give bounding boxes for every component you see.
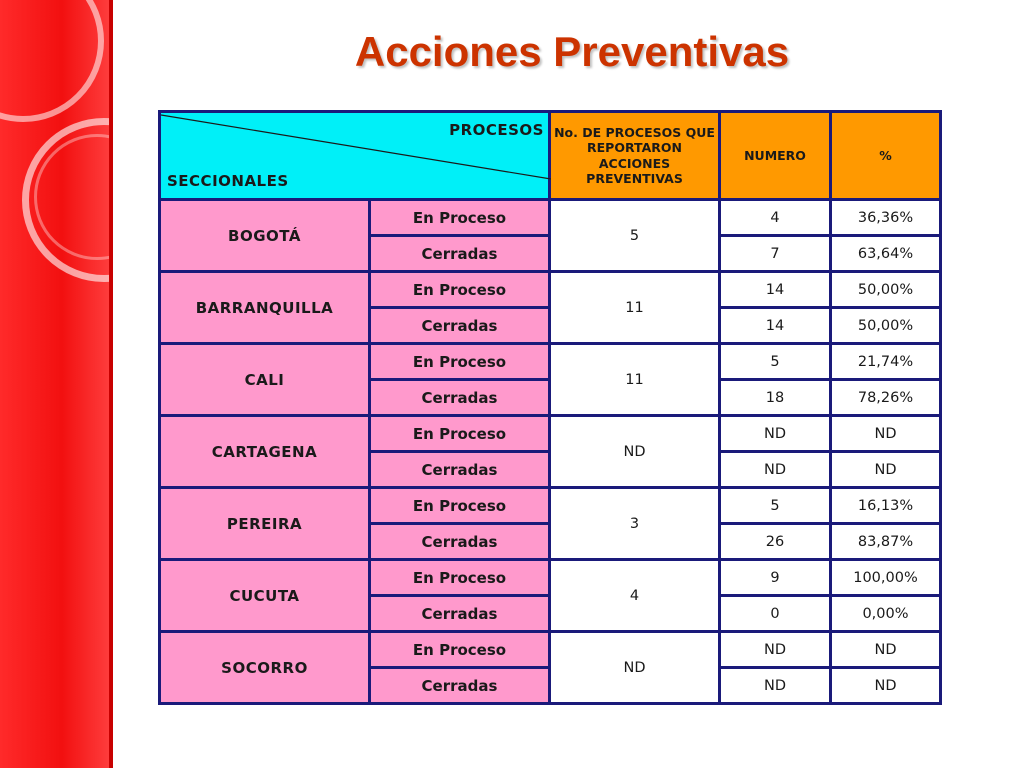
table-row (160, 344, 941, 380)
reported-count: ND (550, 416, 720, 488)
numero-value: 14 (720, 272, 831, 308)
numero-value: 5 (720, 344, 831, 380)
table-row (160, 272, 941, 308)
table-row (160, 416, 941, 452)
reported-count: 5 (550, 200, 720, 272)
percent-value: 16,13% (831, 488, 941, 524)
percent-value: ND (831, 452, 941, 488)
decorative-side-bar (0, 0, 113, 768)
numero-value: 4 (720, 200, 831, 236)
numero-value: ND (720, 668, 831, 704)
status-cerradas: Cerradas (370, 380, 550, 416)
status-en-proceso: En Proceso (370, 632, 550, 668)
numero-value: ND (720, 632, 831, 668)
numero-value: ND (720, 416, 831, 452)
percent-value: 83,87% (831, 524, 941, 560)
seccional-name: BARRANQUILLA (160, 272, 370, 344)
reported-count: 11 (550, 344, 720, 416)
numero-value: 9 (720, 560, 831, 596)
side-bar-edge (109, 0, 113, 768)
reported-count: ND (550, 632, 720, 704)
percent-value: ND (831, 668, 941, 704)
status-cerradas: Cerradas (370, 308, 550, 344)
reported-count: 4 (550, 560, 720, 632)
numero-value: 7 (720, 236, 831, 272)
status-en-proceso: En Proceso (370, 488, 550, 524)
preventive-actions-table (158, 110, 942, 705)
status-cerradas: Cerradas (370, 236, 550, 272)
percent-value: 36,36% (831, 200, 941, 236)
corner-label-procesos: PROCESOS (449, 121, 544, 139)
corner-label-seccionales: SECCIONALES (167, 172, 289, 190)
percent-value: 50,00% (831, 272, 941, 308)
reported-count: 11 (550, 272, 720, 344)
decorative-ring (0, 0, 104, 122)
reported-count: 3 (550, 488, 720, 560)
seccional-name: SOCORRO (160, 632, 370, 704)
status-en-proceso: En Proceso (370, 560, 550, 596)
percent-value: 78,26% (831, 380, 941, 416)
numero-value: 14 (720, 308, 831, 344)
seccional-name: CALI (160, 344, 370, 416)
seccional-name: CUCUTA (160, 560, 370, 632)
numero-value: 26 (720, 524, 831, 560)
seccional-name: PEREIRA (160, 488, 370, 560)
status-en-proceso: En Proceso (370, 416, 550, 452)
slide-title: Acciones Preventivas (354, 28, 790, 75)
status-en-proceso: En Proceso (370, 200, 550, 236)
percent-value: 100,00% (831, 560, 941, 596)
percent-value: ND (831, 632, 941, 668)
seccional-name: CARTAGENA (160, 416, 370, 488)
percent-value: 50,00% (831, 308, 941, 344)
status-cerradas: Cerradas (370, 668, 550, 704)
status-en-proceso: En Proceso (370, 344, 550, 380)
seccional-name: BOGOTÁ (160, 200, 370, 272)
table-row (160, 560, 941, 596)
percent-value: ND (831, 416, 941, 452)
percent-value: 0,00% (831, 596, 941, 632)
numero-value: 0 (720, 596, 831, 632)
header-corner-cell (160, 112, 550, 200)
numero-value: 5 (720, 488, 831, 524)
numero-value: ND (720, 452, 831, 488)
table-header-row (160, 112, 941, 200)
header-numero: NUMERO (720, 112, 831, 200)
numero-value: 18 (720, 380, 831, 416)
header-reported-processes: No. DE PROCESOS QUE REPORTARON ACCIONES PREVENTIVAS (550, 112, 720, 200)
table-row (160, 632, 941, 668)
header-percent: % (831, 112, 941, 200)
status-en-proceso: En Proceso (370, 272, 550, 308)
percent-value: 63,64% (831, 236, 941, 272)
status-cerradas: Cerradas (370, 452, 550, 488)
status-cerradas: Cerradas (370, 596, 550, 632)
table-row (160, 200, 941, 236)
status-cerradas: Cerradas (370, 524, 550, 560)
table-row (160, 488, 941, 524)
percent-value: 21,74% (831, 344, 941, 380)
